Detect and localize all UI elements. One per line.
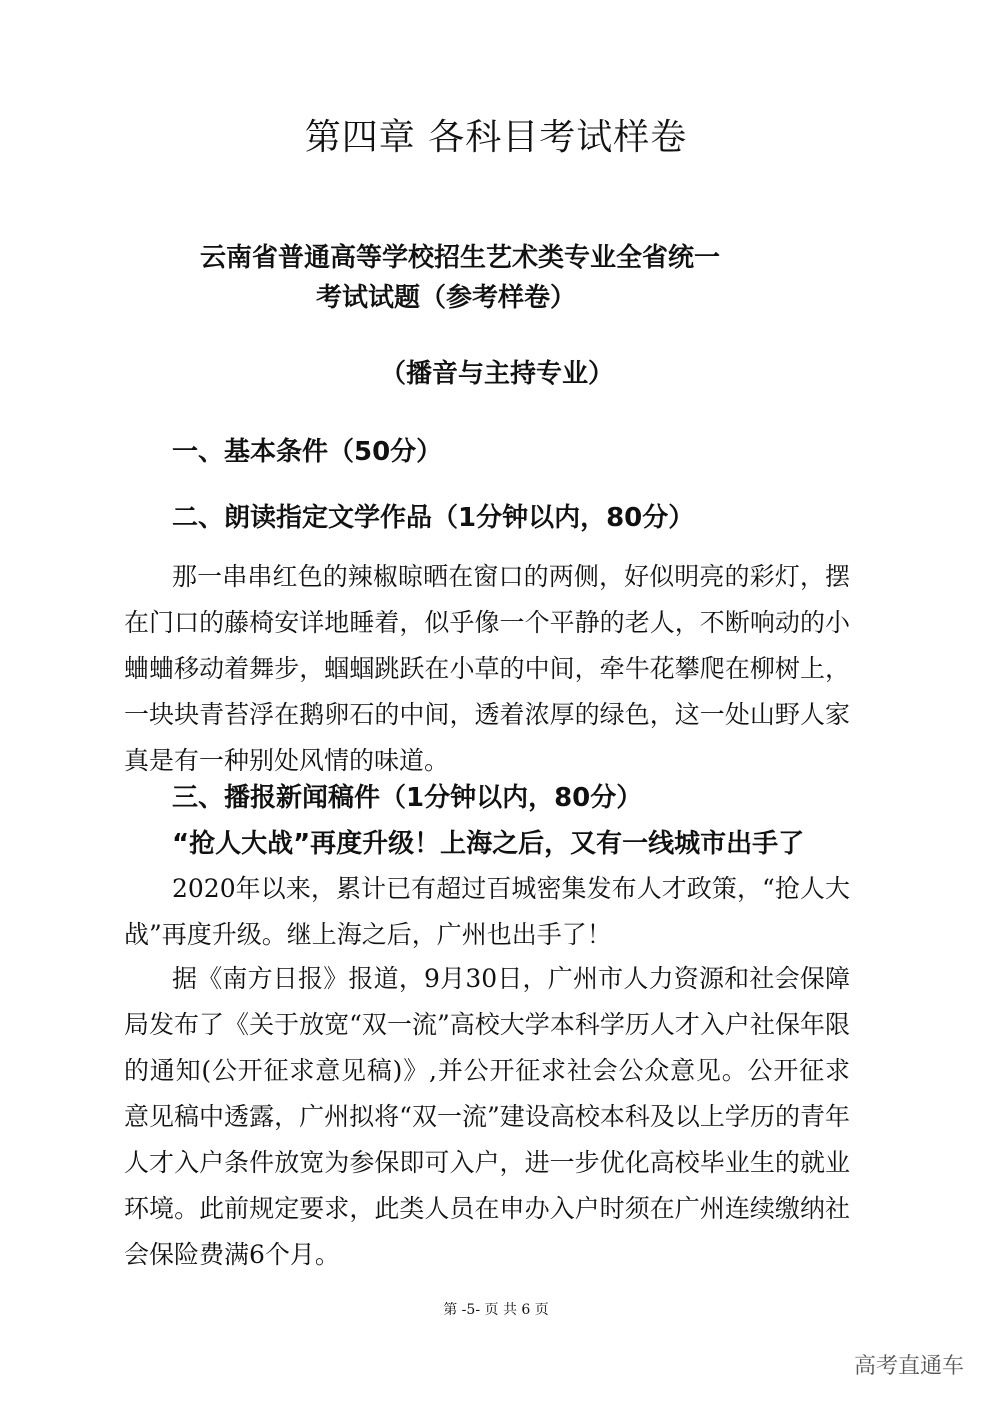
section-heading-news: 三、播报新闻稿件（1分钟以内，80分）: [172, 783, 643, 813]
news-paragraph-2: 据《南方日报》报道，9月30日，广州市人力资源和社会保障局发布了《关于放宽“双一流”高校大学本科学历人才入户社保年限的通知(公开征求意见稿)》,并公开征求社会公众意见。公开征求意见稿中透露，广州拟将“双一流”建设高校本科及以上学历的青年人才入户条件放宽为参保即可入户，进一步优化高校毕业生的就业环境。此前规定要求，此类人员在申办入户时须在广州连续缴纳社会保险费满6个月。: [124, 964, 850, 1269]
section-heading-basic: 一、基本条件（50分）: [172, 437, 443, 467]
news-paragraph-1: 2020年以来，累计已有超过百城密集发布人才政策，“抢人大战”再度升级。继上海之后，广州也出手了！: [124, 874, 850, 949]
exam-title-line2: 考试试题（参考样卷）: [316, 283, 577, 313]
news-title: “抢人大战”再度升级！上海之后，又有一线城市出手了: [172, 829, 805, 859]
chapter-title: 第四章 各科目考试样卷: [304, 117, 688, 158]
page-footer: 第 -5- 页 共 6 页: [443, 1302, 549, 1318]
exam-title-line1: 云南省普通高等学校招生艺术类专业全省统一: [200, 243, 721, 273]
reading-paragraph: 那一串串红色的辣椒晾晒在窗口的两侧，好似明亮的彩灯，摆在门口的藤椅安详地睡着，似乎像一个平静的老人，不断响动的小蛐蛐移动着舞步，蝈蝈跳跃在小草的中间，牵牛花攀爬在柳树上，一块块青苔浮在鹅卵石的中间，透着浓厚的绿色，这一处山野人家真是有一种别处风情的味道。: [124, 562, 850, 775]
section-heading-reading: 二、朗读指定文学作品（1分钟以内，80分）: [172, 503, 695, 533]
watermark: 高考直通车: [853, 1354, 964, 1379]
major-title: （播音与主持专业）: [380, 359, 615, 389]
